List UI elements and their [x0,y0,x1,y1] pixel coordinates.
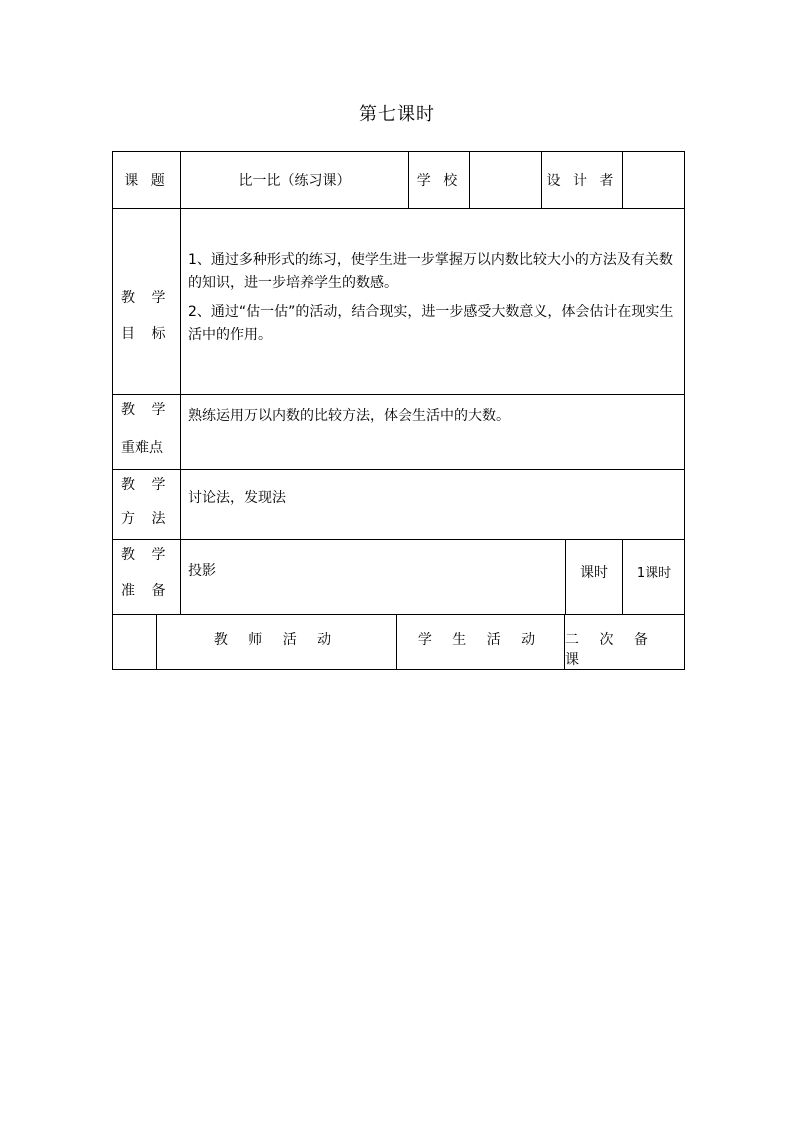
hours-label: 课时 [580,565,608,581]
prep-text: 投影 [188,563,216,579]
keypoints-label-line2: 重难点 [121,440,163,456]
label-topic-cell [112,151,180,208]
label-designer: 设 计 者 [546,173,618,189]
keypoints-label-cell [112,394,180,469]
secondary-prep-header: 二 次 备 课 [565,632,656,668]
keypoints-content-cell [180,394,685,469]
prep-label-line2: 准 备 [121,583,172,599]
hours-value-cell [622,539,685,614]
label-designer-cell [541,151,622,208]
label-topic: 课 题 [124,173,169,189]
prep-content-cell [180,539,565,614]
hours-label-cell [565,539,622,614]
methods-content-cell [180,469,685,539]
student-activity-header: 学 生 活 动 [417,632,544,648]
objectives-label-line2: 目 标 [121,326,172,342]
hours-value: 1课时 [636,566,672,581]
page-title: 第七课时 [359,104,435,125]
secondary-prep-cell [564,614,685,670]
school-value-cell [469,151,541,208]
prep-label-cell [112,539,180,614]
label-school: 学 校 [416,173,462,189]
prep-label-line1: 教 学 [121,547,172,563]
methods-label-line1: 教 学 [121,477,172,493]
teacher-activity-header: 教 师 活 动 [213,632,340,648]
methods-label-cell [112,469,180,539]
student-activity-cell [396,614,564,670]
objectives-label-cell [112,208,180,394]
lesson-title: 比一比（练习课） [238,173,351,189]
keypoints-label-line1: 教 学 [121,402,172,418]
objective-item-1: 1、通过多种形式的练习，使学生进一步掌握万以内数比较大小的方法及有关数的知识，进一步培养学生的数感。 [188,252,673,291]
objectives-label-line1: 教 学 [121,290,172,306]
lesson-title-cell [180,151,408,208]
label-school-cell [408,151,469,208]
methods-label-line2: 方 法 [121,511,172,527]
objectives-content-cell [180,208,685,394]
methods-text: 讨论法，发现法 [188,490,286,506]
activities-blank-cell [112,614,156,670]
teacher-activity-cell [156,614,396,670]
keypoints-text: 熟练运用万以内数的比较方法，体会生活中的大数。 [188,408,510,424]
designer-value-cell [622,151,685,208]
objective-item-2: 2、通过“估一估”的活动，结合现实，进一步感受大数意义，体会估计在现实生活中的作用。 [188,304,674,343]
